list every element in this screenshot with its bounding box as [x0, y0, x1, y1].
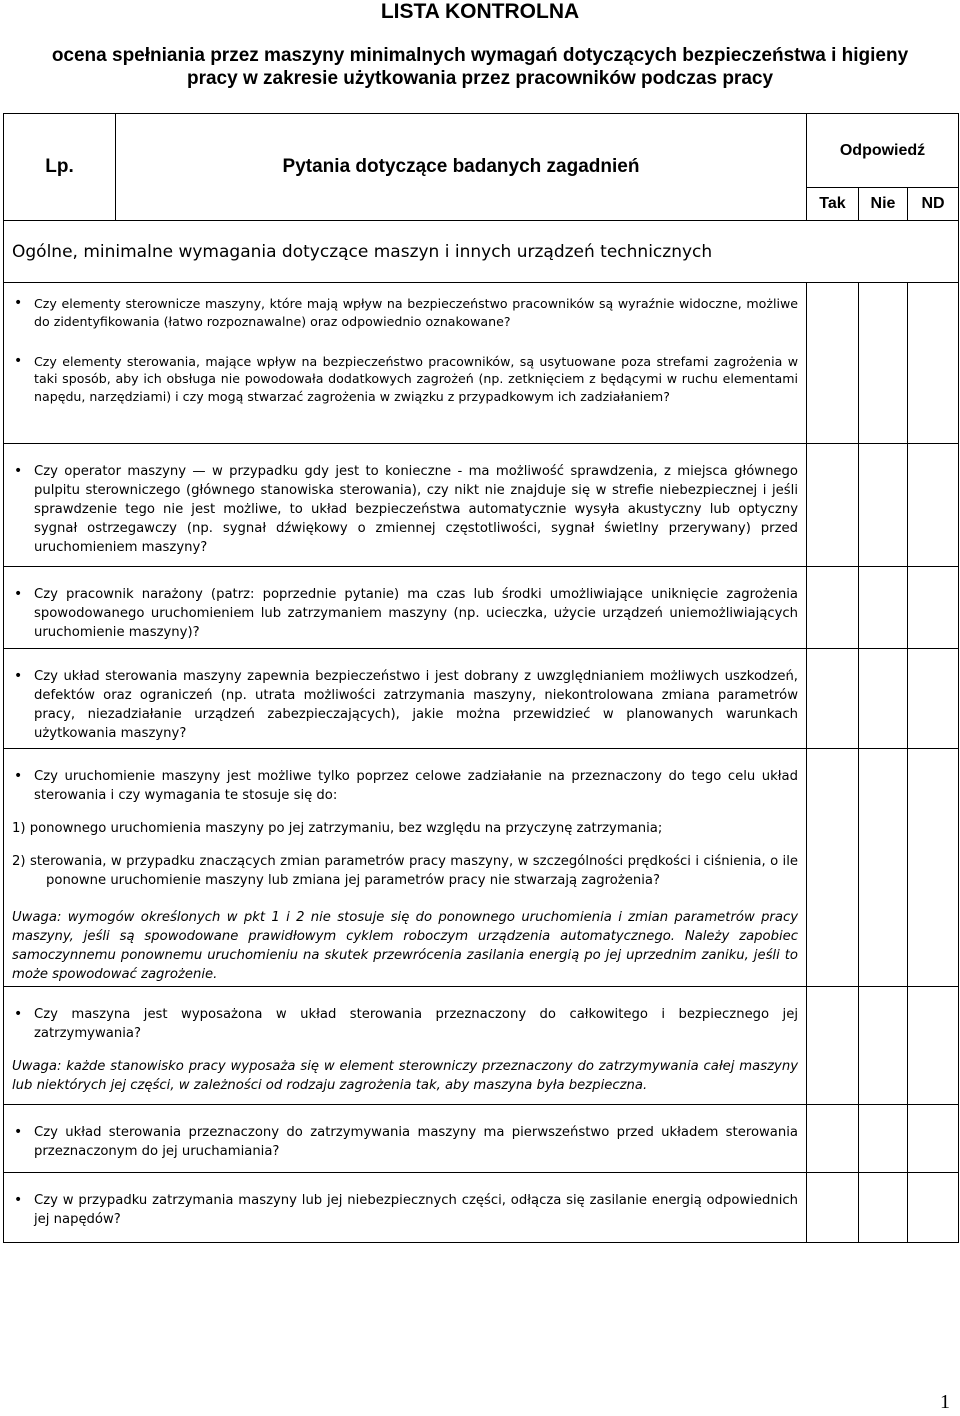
answer-cell-nie[interactable]	[859, 444, 908, 567]
answer-cell-nd[interactable]	[908, 1173, 959, 1243]
question-row: • Czy w przypadku zatrzymania maszyny lub jej niebezpiecznych części, odłącza się zasilanie energią odpowiednich jej napędów?	[4, 1173, 807, 1243]
answer-cell-nie[interactable]	[859, 341, 908, 444]
header-answer: Odpowiedź	[807, 114, 959, 188]
answer-cell-nie[interactable]	[859, 283, 908, 341]
question-row: • Czy układ sterowania przeznaczony do zatrzymywania maszyny ma pierwszeństwo przed układem sterowania przeznaczonym do jej uruchamiania?	[4, 1105, 807, 1173]
document-subtitle	[0, 44, 960, 90]
question-note: Uwaga: wymogów określonych w pkt 1 i 2 nie stosuje się do ponownego uruchomienia i zmian parametrów pracy maszyny, jeśli są spowodowane prawidłowym cyklem roboczym urządzenia automatycznego. Należy zapobiec samoczynnemu ponownemu uruchomieniu na skutek przewrócenia zasilania energią po jej uprzednim zaniku, jeśli to może spowodować zagrożenie.	[12, 910, 798, 982]
answer-cell-nd[interactable]	[908, 1105, 959, 1173]
bullet-icon: •	[14, 768, 23, 784]
header-tak: Tak	[807, 188, 859, 221]
answer-cell-nd[interactable]	[908, 749, 959, 987]
question-row: • Czy elementy sterownicze maszyny, które mają wpływ na bezpieczeństwo pracowników są wyraźnie widoczne, możliwe do zidentyfikowania (łatwo rozpoznawalne) oraz odpowiednio oznakowane?	[4, 283, 807, 341]
answer-cell-tak[interactable]	[807, 1105, 859, 1173]
header-lp: Lp.	[4, 114, 116, 221]
answer-cell-tak[interactable]	[807, 341, 859, 444]
question-subitem-1: 1) ponownego uruchomienia maszyny po jej zatrzymaniu, bez względu na przyczynę zatrzymania;	[12, 821, 663, 836]
answer-cell-tak[interactable]	[807, 283, 859, 341]
answer-cell-nd[interactable]	[908, 283, 959, 341]
answer-cell-nd[interactable]	[908, 567, 959, 649]
answer-cell-nd[interactable]	[908, 444, 959, 567]
document-title: LISTA KONTROLNA	[380, 0, 580, 23]
bullet-icon: •	[14, 668, 23, 684]
subtitle-line-1: ocena spełniania przez maszyny minimalnych wymagań dotyczących bezpieczeństwa i higieny	[51, 45, 909, 66]
bullet-icon: •	[14, 586, 23, 602]
answer-cell-nd[interactable]	[908, 341, 959, 444]
subtitle-line-2: pracy w zakresie użytkowania przez pracowników podczas pracy	[186, 68, 774, 89]
bullet-icon: •	[14, 463, 23, 479]
answer-cell-tak[interactable]	[807, 567, 859, 649]
answer-cell-nd[interactable]	[908, 649, 959, 749]
question-note: Uwaga: każde stanowisko pracy wyposaża się w element sterowniczy przeznaczony do zatrzymywania całej maszyny lub niektórych jej części, w zależności od rodzaju zagrożenia tak, aby maszyna była bezpieczna.	[12, 1059, 798, 1093]
section-title: Ogólne, minimalne wymagania dotyczące maszyn i innych urządzeń technicznych	[4, 221, 959, 283]
question-row: • Czy układ sterowania maszyny zapewnia bezpieczeństwo i jest dobrany z uwzględnianiem możliwych uszkodzeń, defektów oraz ograniczeń (np. utrata możliwości zatrzymania maszyny, niekontrolowana zmiana parametrów pracy, niezadziałanie urządzeń zabezpieczających), jakie można przewidzieć w planowanych warunkach użytkowania maszyny?	[4, 649, 807, 749]
header-questions: Pytania dotyczące badanych zagadnień	[116, 114, 807, 221]
header-nie: Nie	[859, 188, 908, 221]
answer-cell-nie[interactable]	[859, 1173, 908, 1243]
question-row: • Czy pracownik narażony (patrz: poprzednie pytanie) ma czas lub środki umożliwiające uniknięcie zagrożenia spowodowanego uruchomieniem lub zatrzymaniem maszyny (np. ucieczka, użycie urządzeń uniemożliwiających uruchomienie maszyny)?	[4, 567, 807, 649]
answer-cell-nie[interactable]	[859, 1105, 908, 1173]
question-row: • Czy uruchomienie maszyny jest możliwe tylko poprzez celowe zadziałanie na przeznaczony do tego celu układ sterowania i czy wymagania te stosuje się do: 1) ponownego uruchomienia maszyny po jej zatrzymaniu, bez względu na przyczynę zatrzymania; 2) sterowania, w przypadku znaczących zmian parametrów pracy maszyny, w szczególności prędkości i ciśnienia, o ile ponowne uruchomienie maszyny lub zmiana jej parametrów pracy nie stwarzają zagrożenia? Uwaga: wymogów określonych w pkt 1 i 2 nie stosuje się do ponownego uruchomienia i zmian parametrów pracy maszyny, jeśli są spowodowane prawidłowym cyklem roboczym urządzenia automatycznego. Należy zapobiec samoczynnemu ponownemu uruchomieniu na skutek przewrócenia zasilania energią po jej uprzednim zaniku, jeśli to może spowodować zagrożenie.	[4, 749, 807, 987]
page-number: 1	[940, 1391, 950, 1413]
bullet-icon: •	[14, 295, 23, 311]
answer-cell-tak[interactable]	[807, 987, 859, 1105]
bullet-icon: •	[14, 1192, 23, 1208]
answer-cell-nie[interactable]	[859, 749, 908, 987]
question-row: • Czy operator maszyny — w przypadku gdy jest to konieczne - ma możliwość sprawdzenia, z miejsca głównego pulpitu sterowniczego (głównego stanowiska sterowania), czy nikt nie znajduje się w strefie niebezpiecznej i jeśli sprawdzenie tego nie jest możliwe, to układ bezpieczeństwa automatycznie wysyła akustyczny lub optyczny sygnał ostrzegawczy (np. sygnał dźwiękowy o zmiennej częstotliwości, sygnał świetlny przerywany) przed uruchomieniem maszyny?	[4, 444, 807, 567]
checklist-table	[3, 113, 959, 1243]
answer-cell-tak[interactable]	[807, 1173, 859, 1243]
answer-cell-nie[interactable]	[859, 649, 908, 749]
answer-cell-nd[interactable]	[908, 987, 959, 1105]
question-row: • Czy maszyna jest wyposażona w układ sterowania przeznaczony do całkowitego i bezpiecznego jej zatrzymywania? Uwaga: każde stanowisko pracy wyposaża się w element sterowniczy przeznaczony do zatrzymywania całej maszyny lub niektórych jej części, w zależności od rodzaju zagrożenia tak, aby maszyna była bezpieczna.	[4, 987, 807, 1105]
bullet-icon: •	[14, 1006, 23, 1022]
question-subitem-2: 2) sterowania, w przypadku znaczących zmian parametrów pracy maszyny, w szczególności prędkości i ciśnienia, o ile ponowne uruchomienie maszyny lub zmiana jej parametrów pracy nie stwarzają zagrożenia?	[12, 854, 798, 888]
question-row: • Czy elementy sterowania, mające wpływ na bezpieczeństwo pracowników, są usytuowane poza strefami zagrożenia w taki sposób, aby ich obsługa nie powodowała dodatkowych zagrożeń (np. zetknięciem z będącymi w ruchu elementami napędu, narzędziami) i czy mogą stwarzać zagrożenia w związku z przypadkowym ich zadziałaniem?	[4, 341, 807, 444]
bullet-icon: •	[14, 1124, 23, 1140]
answer-cell-tak[interactable]	[807, 749, 859, 987]
bullet-icon: •	[14, 352, 23, 369]
answer-cell-tak[interactable]	[807, 649, 859, 749]
answer-cell-nie[interactable]	[859, 567, 908, 649]
answer-cell-nie[interactable]	[859, 987, 908, 1105]
answer-cell-tak[interactable]	[807, 444, 859, 567]
header-nd: ND	[908, 188, 959, 221]
